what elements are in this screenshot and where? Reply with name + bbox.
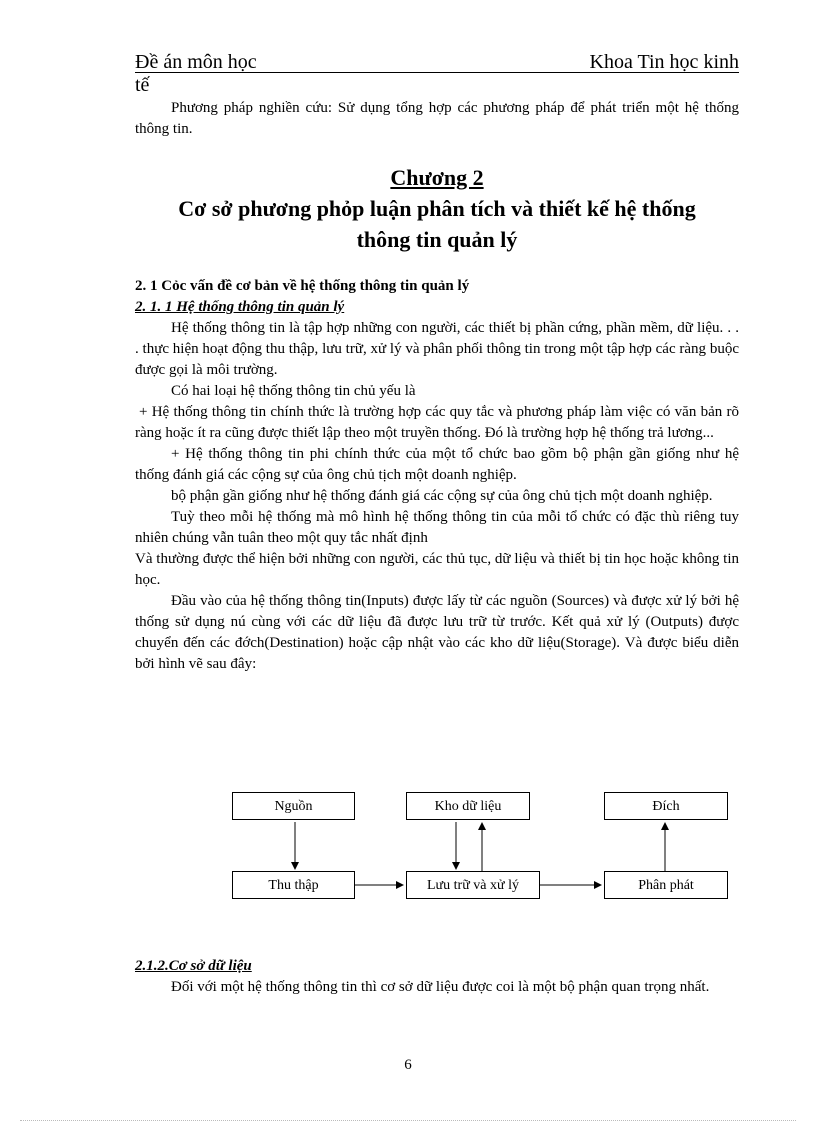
chapter-title-line2: thông tin quản lý — [356, 227, 518, 252]
paragraph: Và thường được thể hiện bởi những con người, các thủ tục, dữ liệu và thiết bị tin học hoặc không tin học. — [135, 551, 739, 588]
section-heading-2-1: 2. 1 Cỏc vấn đề cơ bản về hệ thống thông tin quản lý — [135, 278, 470, 294]
section-2-1-2-block — [135, 956, 739, 998]
page-bottom-divider — [20, 1120, 796, 1121]
page-header — [135, 50, 739, 74]
box-source: Nguồn — [232, 792, 355, 820]
box-process: Lưu trữ và xử lý — [406, 871, 540, 899]
chapter-heading — [135, 163, 739, 255]
intro-paragraph: Phương pháp nghiền cứu: Sử dụng tổng hợp các phương pháp để phát triển một hệ thống thông tin. — [135, 100, 739, 137]
box-collect: Thu thập — [232, 871, 355, 899]
information-system-diagram — [232, 788, 732, 908]
header-tail: tế — [135, 74, 150, 96]
paragraph: + Hệ thống thông tin phi chính thức của một tổ chức bao gồm bộ phận gần giống như hệ thống đánh giá các cộng sự của ông chủ tịch một doanh nghiệp. — [135, 446, 739, 483]
page-number: 6 — [404, 1057, 412, 1073]
paragraph: Đầu vào của hệ thống thông tin(Inputs) được lấy từ các nguồn (Sources) và được xử lý bởi hệ thống sử dụng nú cùng với các dữ liệu đã được lưu trữ từ trước. Kết quả xử lý (Outputs) được chuyển đến các đớch(Destination) hoặc cập nhật vào các kho dữ liệu(Storage). Và được biểu diễn bởi hình vẽ sau đây: — [135, 593, 739, 672]
chapter-title-line1: Cơ sở phương phỏp luận phân tích và thiết kế hệ thống — [178, 196, 696, 221]
box-distribute: Phân phát — [604, 871, 728, 899]
paragraph: Đối với một hệ thống thông tin thì cơ sở dữ liệu được coi là một bộ phận quan trọng nhất. — [171, 979, 710, 995]
paragraph: bộ phận gần giống như hệ thống đánh giá các cộng sự của ông chủ tịch một doanh nghiệp. — [171, 488, 713, 504]
chapter-number: Chương 2 — [390, 165, 484, 190]
box-storage: Kho dữ liệu — [406, 792, 530, 820]
body-text — [135, 276, 739, 675]
box-destination: Đích — [604, 792, 728, 820]
paragraph: Tuỳ theo mỗi hệ thống mà mô hình hệ thống thông tin của mỗi tổ chức có đặc thù riêng tuy nhiên chúng vẫn tuân theo một quy tắc nhất định — [135, 509, 739, 546]
section-heading-2-1-1: 2. 1. 1 Hệ thống thông tin quản lý — [135, 299, 345, 315]
header-left: Đề án môn học — [135, 51, 257, 73]
paragraph: Hệ thống thông tin là tập hợp những con người, các thiết bị phần cứng, phần mềm, dữ liệu. . . . thực hiện hoạt động thu thập, lưu trữ, xử lý và phân phối thông tin trong một tập hợp các ràng buộc được gọi là môi trường. — [135, 320, 739, 378]
paragraph: Có hai loại hệ thống thông tin chủ yếu là — [171, 383, 416, 399]
paragraph: + Hệ thống thông tin chính thức là trường hợp các quy tắc và phương pháp làm việc có văn bản rõ ràng hoặc ít ra cũng được thiết lập theo một truyền thống. Đó là trường hợp hệ thống trả lương... — [135, 404, 739, 441]
section-heading-2-1-2: 2.1.2.Cơ sở dữ liệu — [135, 958, 252, 974]
header-right: Khoa Tin học kinh — [589, 51, 739, 73]
header-rule — [135, 72, 739, 73]
